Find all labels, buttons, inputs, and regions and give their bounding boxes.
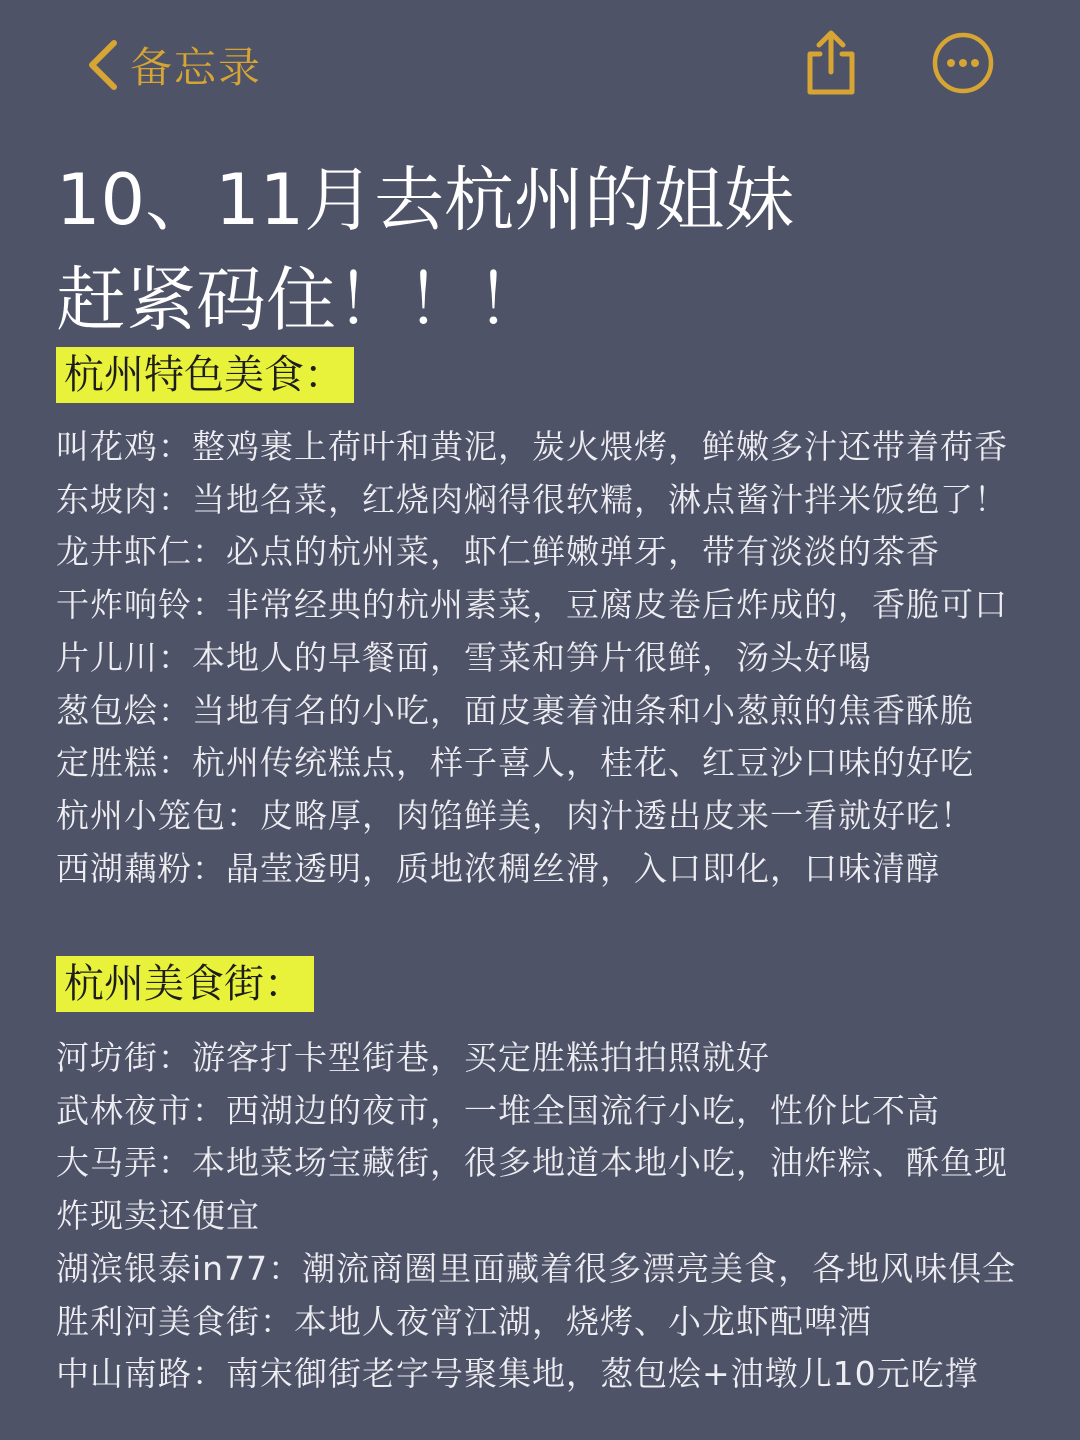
local-food-list	[56, 421, 1036, 895]
list-item: 叫花鸡：整鸡裹上荷叶和黄泥，炭火煨烤，鲜嫩多汁还带着荷香	[56, 427, 1008, 466]
nav-bar	[0, 0, 1080, 130]
list-item: 湖滨银泰in77：潮流商圈里面藏着很多漂亮美食，各地风味俱全	[56, 1248, 1017, 1288]
list-item: 葱包烩：当地有名的小吃，面皮裹着油条和小葱煎的焦香酥脆	[56, 690, 974, 730]
share-button[interactable]	[800, 28, 862, 98]
more-options-button[interactable]	[930, 30, 996, 96]
back-label: 备忘录	[130, 43, 263, 92]
more-icon	[930, 81, 996, 100]
chevron-left-icon	[84, 35, 124, 95]
list-item: 龙井虾仁：必点的杭州菜，虾仁鲜嫩弹牙，带有淡淡的茶香	[56, 532, 940, 572]
list-item: 武林夜市：西湖边的夜市，一堆全国流行小吃，性价比不高	[56, 1090, 940, 1130]
note-title-line-1: 10、11月去杭州的姐妹	[56, 159, 795, 241]
list-item: 中山南路：南宋御街老字号聚集地，葱包烩+油墩儿10元吃撑	[56, 1354, 979, 1394]
note-title-line-2: 赶紧码住！！！	[56, 259, 546, 341]
list-item: 干炸响铃：非常经典的杭州素菜，豆腐皮卷后炸成的，香脆可口	[56, 585, 1008, 625]
food-street-list	[56, 1032, 1036, 1401]
list-item: 片儿川：本地人的早餐面，雪菜和笋片很鲜，汤头好喝	[56, 637, 872, 677]
list-item: 东坡肉：当地名菜，红烧肉焖得很软糯，淋点酱汁拌米饭绝了！	[56, 479, 1008, 519]
list-item: 河坊街：游客打卡型街巷，买定胜糕拍拍照就好	[56, 1038, 770, 1077]
list-item: 定胜糕：杭州传统糕点，样子喜人，桂花、红豆沙口味的好吃	[56, 743, 974, 783]
section-heading-food-streets: 杭州美食街：	[56, 956, 314, 1012]
list-item: 大马弄：本地菜场宝藏街，很多地道本地小吃，油炸粽、酥鱼现炸现卖还便宜	[56, 1143, 1008, 1236]
section-heading-local-food: 杭州特色美食：	[56, 347, 354, 403]
share-icon	[800, 83, 862, 102]
list-item: 杭州小笼包：皮略厚，肉馅鲜美，肉汁透出皮来一看就好吃！	[56, 795, 974, 835]
note-title[interactable]	[56, 150, 1036, 350]
back-button[interactable]	[84, 30, 262, 100]
list-item: 胜利河美食街：本地人夜宵江湖，烧烤、小龙虾配啤酒	[56, 1301, 872, 1341]
list-item: 西湖藕粉：晶莹透明，质地浓稠丝滑，入口即化，口味清醇	[56, 848, 940, 888]
